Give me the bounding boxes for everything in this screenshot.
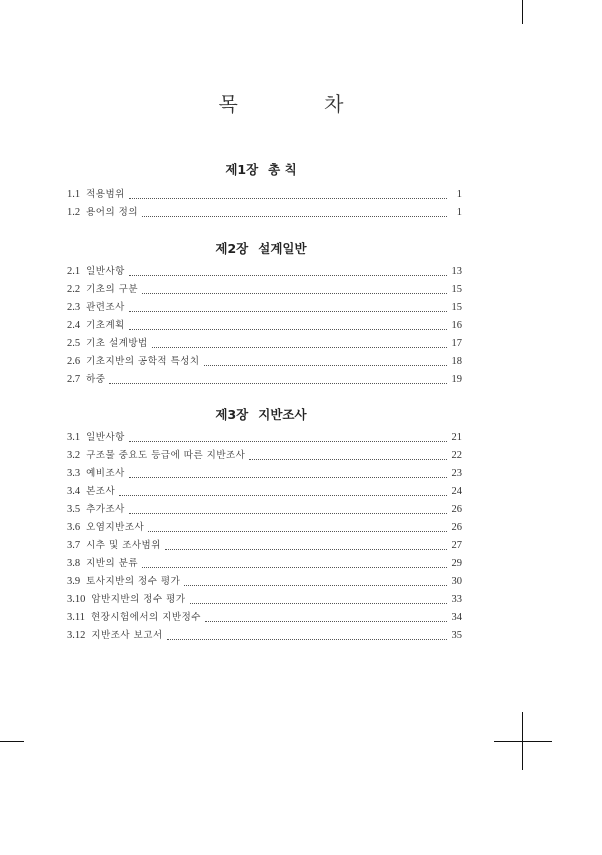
entry-title: 기초 설계방법 [86,338,148,349]
toc-entry[interactable] [67,184,462,202]
dot-leader [129,328,447,330]
chapter-title: 총 칙 [268,162,297,177]
entry-number: 3.6 [67,522,81,533]
toc-entry[interactable] [67,571,462,589]
entry-title: 관련조사 [86,302,125,313]
toc-entry[interactable] [67,553,462,571]
entry-page: 29 [451,558,462,569]
entry-title: 기초지반의 공학적 특성치 [86,356,200,367]
entry-title: 기초의 구분 [86,284,139,295]
dot-leader [129,197,447,199]
toc-entry[interactable] [67,463,462,481]
entry-title: 시추 및 조사범위 [86,540,161,551]
dot-leader [190,602,447,604]
toc-entry[interactable] [67,369,462,387]
entry-page: 30 [451,576,462,587]
entry-page: 26 [451,504,462,515]
dot-leader [129,476,447,478]
crop-mark-left [0,741,24,742]
entry-number: 3.5 [67,504,81,515]
entry-title: 토사지반의 정수 평가 [86,576,181,587]
entry-page: 16 [451,320,462,331]
entry-title: 일반사항 [86,432,125,443]
toc-entry[interactable] [67,499,462,517]
entry-title: 용어의 정의 [86,207,139,218]
entry-page: 24 [451,486,462,497]
toc-entry[interactable] [67,625,462,643]
crop-mark-top-right [522,0,523,24]
entry-number: 2.2 [67,284,81,295]
entry-page: 26 [451,522,462,533]
toc-entry[interactable] [67,427,462,445]
entry-title: 현장시험에서의 지반정수 [91,612,201,623]
crop-mark-bottom-right-horizontal [494,741,552,742]
entry-title: 하중 [86,374,106,385]
entry-page: 34 [451,612,462,623]
entry-number: 3.10 [67,594,86,605]
entry-page: 35 [451,630,462,641]
toc-entry[interactable] [67,261,462,279]
entry-number: 2.5 [67,338,81,349]
entry-number: 2.4 [67,320,81,331]
chapter-label: 제2장 [215,241,249,256]
dot-leader [249,458,447,460]
entry-number: 3.2 [67,450,81,461]
entry-number: 3.4 [67,486,81,497]
entry-page: 15 [451,284,462,295]
entry-number: 3.12 [67,630,86,641]
dot-leader [204,364,447,366]
entry-title: 지반조사 보고서 [91,630,163,641]
dot-leader [184,584,447,586]
entry-number: 1.2 [67,207,81,218]
toc-entry[interactable] [67,445,462,463]
entry-number: 2.6 [67,356,81,367]
entry-title: 추가조사 [86,504,125,515]
chapter-3-entries [67,427,462,643]
chapter-label: 제1장 [225,162,259,177]
chapter-2-entries [67,261,462,387]
dot-leader [165,548,447,550]
dot-leader [148,530,447,532]
entry-page: 15 [451,302,462,313]
dot-leader [109,382,447,384]
entry-number: 2.1 [67,266,81,277]
entry-number: 3.1 [67,432,81,443]
toc-entry[interactable] [67,315,462,333]
entry-title: 본조사 [86,486,116,497]
entry-title: 지반의 분류 [86,558,139,569]
entry-page: 33 [451,594,462,605]
chapter-heading-1 [0,162,522,178]
dot-leader [142,215,447,217]
dot-leader [129,310,447,312]
dot-leader [205,620,447,622]
dot-leader [129,512,447,514]
toc-entry[interactable] [67,589,462,607]
dot-leader [129,440,447,442]
dot-leader [152,346,447,348]
entry-page: 13 [451,266,462,277]
entry-title: 기초계획 [86,320,125,331]
chapter-title: 설계일반 [258,241,307,256]
entry-number: 3.7 [67,540,81,551]
entry-title: 암반지반의 정수 평가 [91,594,186,605]
toc-entry[interactable] [67,279,462,297]
entry-number: 2.7 [67,374,81,385]
entry-title: 일반사항 [86,266,125,277]
toc-entry[interactable] [67,202,462,220]
entry-number: 3.11 [67,612,85,623]
entry-number: 3.9 [67,576,81,587]
entry-page: 23 [451,468,462,479]
chapter-label: 제3장 [215,407,249,422]
toc-entry[interactable] [67,297,462,315]
chapter-1-entries [67,184,462,220]
dot-leader [142,566,447,568]
entry-title: 예비조사 [86,468,125,479]
entry-number: 3.8 [67,558,81,569]
entry-page: 1 [456,189,462,200]
toc-entry[interactable] [67,607,462,625]
entry-number: 3.3 [67,468,81,479]
dot-leader [129,274,447,276]
entry-title: 적용범위 [86,189,125,200]
dot-leader [119,494,447,496]
entry-page: 21 [451,432,462,443]
entry-page: 1 [456,207,462,218]
toc-entry[interactable] [67,517,462,535]
toc-entry[interactable] [67,333,462,351]
chapter-heading-2 [0,241,522,257]
toc-entry[interactable] [67,481,462,499]
chapter-heading-3 [0,407,522,423]
entry-title: 구조물 중요도 등급에 따른 지반조사 [86,450,246,461]
entry-title: 오염지반조사 [86,522,145,533]
entry-page: 19 [451,374,462,385]
entry-page: 27 [451,540,462,551]
entry-page: 22 [451,450,462,461]
page-title: 목 차 [218,92,384,116]
dot-leader [167,638,447,640]
entry-page: 17 [451,338,462,349]
entry-number: 2.3 [67,302,81,313]
dot-leader [142,292,447,294]
entry-page: 18 [451,356,462,367]
toc-entry[interactable] [67,535,462,553]
entry-number: 1.1 [67,189,81,200]
chapter-title: 지반조사 [258,407,307,422]
toc-entry[interactable] [67,351,462,369]
